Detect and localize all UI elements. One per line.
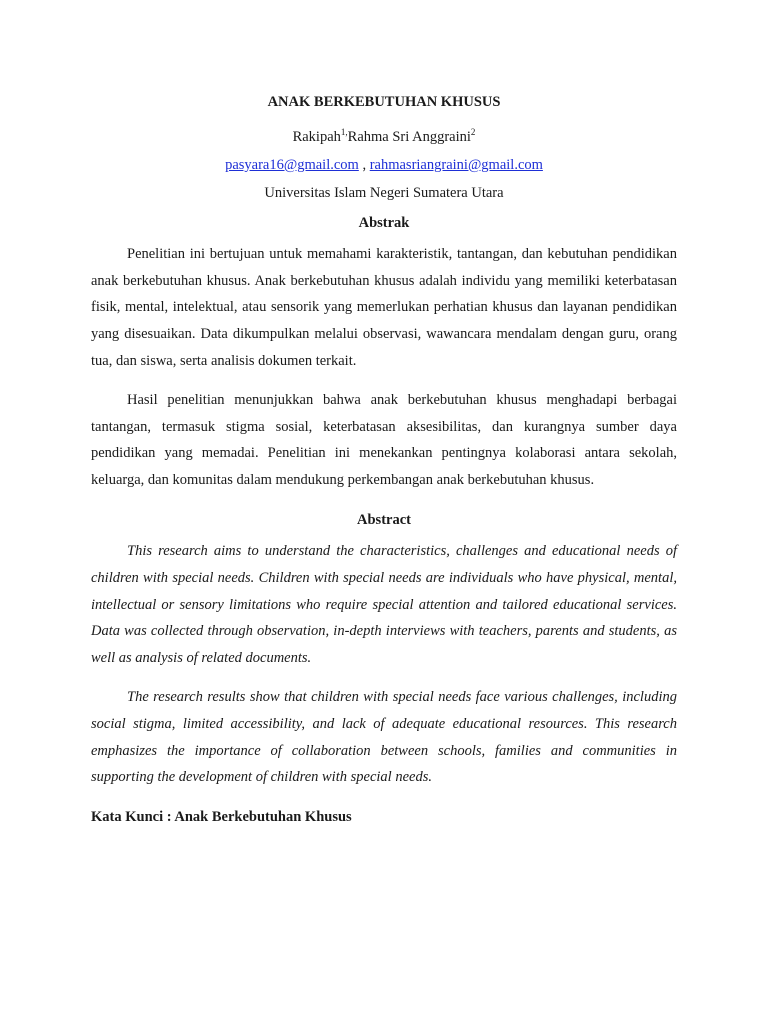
author-2-sup: 2 bbox=[470, 127, 476, 137]
abstract-paragraph-1: This research aims to understand the characteristics, challenges and educational needs of children with special needs. Children with special needs are individuals who have physical, mental, intellectual or sensory limitations who require special attention and tailored educational services. Data was collected through observation, in-depth interviews with teachers, parents and students, as well as analysis of related documents. bbox=[91, 543, 677, 667]
author-2-name: Rahma Sri Anggraini bbox=[347, 128, 471, 145]
abstract-paragraph-2: The research results show that children with special needs face various challenges, including social stigma, limited accessibility, and lack of adequate educational resources. This research emphasizes the importance of collaboration between schools, families and communities in supporting the development of children with special needs. bbox=[91, 688, 677, 786]
paper-page bbox=[91, 92, 677, 827]
email-separator: , bbox=[358, 156, 370, 173]
paper-title: ANAK BERKEBUTUHAN KHUSUS bbox=[267, 94, 501, 110]
affiliation: Universitas Islam Negeri Sumatera Utara bbox=[264, 184, 504, 201]
email-link-2[interactable]: rahmasriangraini@gmail.com bbox=[369, 156, 543, 173]
abstrak-paragraph-2: Hasil penelitian menunjukkan bahwa anak berkebutuhan khusus menghadapi berbagai tantangan, termasuk stigma sosial, keterbatasan aksesibilitas, dan kurangnya sumber daya pendidikan yang memadai. Penelitian ini menekankan pentingnya kolaborasi antara sekolah, keluarga, dan komunitas dalam mendukung perkembangan anak berkebutuhan khusus. bbox=[91, 391, 677, 489]
email-link-1[interactable]: pasyara16@gmail.com bbox=[225, 156, 359, 173]
keywords-line: Kata Kunci : Anak Berkebutuhan Khusus bbox=[91, 809, 352, 826]
author-line bbox=[91, 122, 677, 147]
email-line bbox=[91, 155, 677, 175]
abstrak-heading: Abstrak bbox=[358, 214, 410, 231]
abstract-heading: Abstract bbox=[357, 512, 411, 528]
abstrak-paragraph-1: Penelitian ini bertujuan untuk memahami karakteristik, tantangan, dan kebutuhan pendidikan anak berkebutuhan khusus. Anak berkebutuhan khusus adalah individu yang memiliki keterbatasan fisik, mental, intelektual, atau sensorik yang memerlukan perhatian khusus dan layanan pendidikan yang disesuaikan. Data dikumpulkan melalui observasi, wawancara mendalam dengan guru, orang tua, dan siswa, serta analisis dokumen terkait. bbox=[91, 245, 677, 370]
author-1-sup: 1, bbox=[340, 127, 348, 137]
author-1-name: Rakipah bbox=[292, 128, 341, 145]
